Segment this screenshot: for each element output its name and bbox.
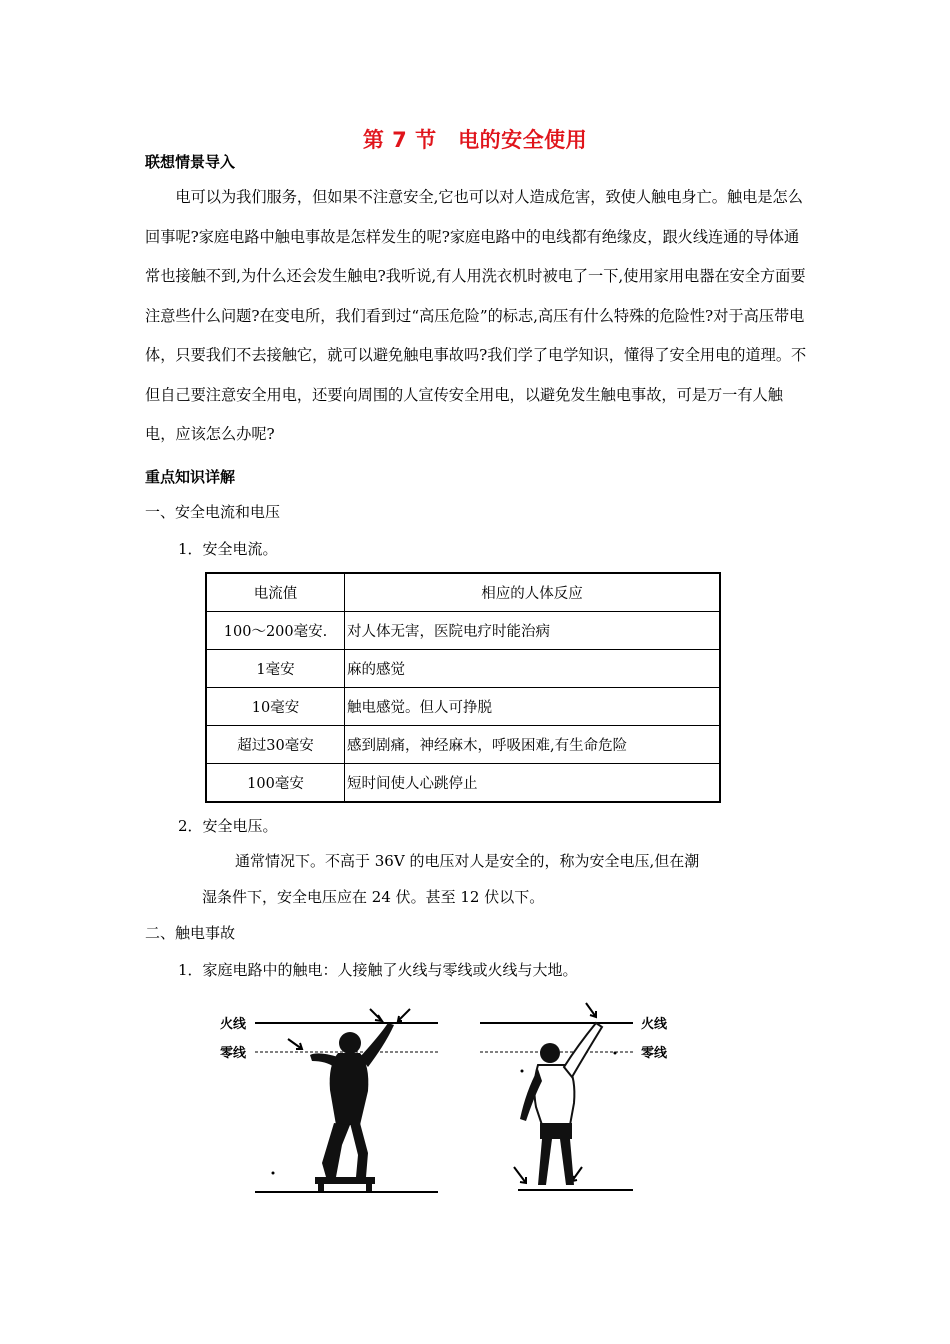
- cell-reaction: 感到剧痛，神经麻木，呼吸困难,有生命危险: [345, 726, 721, 764]
- cell-current: 10毫安: [206, 688, 345, 726]
- intro-heading: 联想情景导入: [145, 153, 236, 171]
- item1-heading: 1．安全电流。: [178, 540, 278, 558]
- item2-heading: 2．安全电压。: [178, 817, 278, 835]
- voltage-text-line2: 湿条件下，安全电压应在 24 伏。甚至 12 伏以下。: [202, 888, 545, 906]
- intro-paragraph: 电可以为我们服务，但如果不注意安全,它也可以对人造成危害，致使人触电身亡。触电是怎么回事呢?家庭电路中触电事故是怎样发生的呢?家庭电路中的电线都有绝缘皮，跟火线连通的导体通常也接触不到,为什么还会发生触电?我听说,有人用洗衣机时被电了一下,使用家用电器在安全方面要注意些什么问题?在变电所，我们看到过“高压危险”的标志,高压有什么特殊的危险性?对于高压带电体，只要我们不去接触它，就可以避免触电事故吗?我们学了电学知识，懂得了安全用电的道理。不但自己要注意安全用电，还要向周围的人宣传安全用电，以避免发生触电事故，可是万一有人触电，应该怎么办呢?: [145, 188, 807, 443]
- label-live-right: 火线: [641, 1017, 668, 1032]
- cell-reaction: 对人体无害，医院电疗时能治病: [345, 612, 721, 650]
- voltage-text-line1: 通常情况下。不高于 36V 的电压对人是安全的，称为安全电压,但在潮: [235, 852, 700, 870]
- header-reaction: 相应的人体反应: [345, 573, 721, 612]
- table-row: [206, 726, 720, 764]
- figure-live-ground: [478, 995, 698, 1205]
- person-silhouette-left: [310, 1023, 394, 1177]
- header-current: 电流值: [206, 573, 345, 612]
- table-row: [206, 650, 720, 688]
- page-title: 第 7 节 电的安全使用: [362, 128, 588, 152]
- figure-live-neutral: [210, 995, 440, 1205]
- label-neutral-left: 零线: [220, 1046, 247, 1061]
- knowledge-heading: 重点知识详解: [145, 468, 236, 486]
- cell-reaction: 麻的感觉: [345, 650, 721, 688]
- part1-heading: 一、安全电流和电压: [145, 503, 281, 521]
- table-row: [206, 612, 720, 650]
- table-row: [206, 688, 720, 726]
- table-header-row: [206, 573, 720, 612]
- cell-reaction: 触电感觉。但人可挣脱: [345, 688, 721, 726]
- item3-heading: 1．家庭电路中的触电：人接触了火线与零线或火线与大地。: [178, 961, 578, 979]
- cell-current: 超过30毫安: [206, 726, 345, 764]
- label-neutral-right: 零线: [641, 1046, 668, 1061]
- label-live-left: 火线: [220, 1017, 247, 1032]
- cell-reaction: 短时间使人心跳停止: [345, 764, 721, 803]
- current-table: [205, 572, 721, 803]
- cell-current: 1毫安: [206, 650, 345, 688]
- table-row: [206, 764, 720, 803]
- cell-current: 100～200毫安.: [206, 612, 345, 650]
- person-silhouette-right: [520, 1023, 602, 1185]
- part2-heading: 二、触电事故: [145, 924, 236, 942]
- cell-current: 100毫安: [206, 764, 345, 803]
